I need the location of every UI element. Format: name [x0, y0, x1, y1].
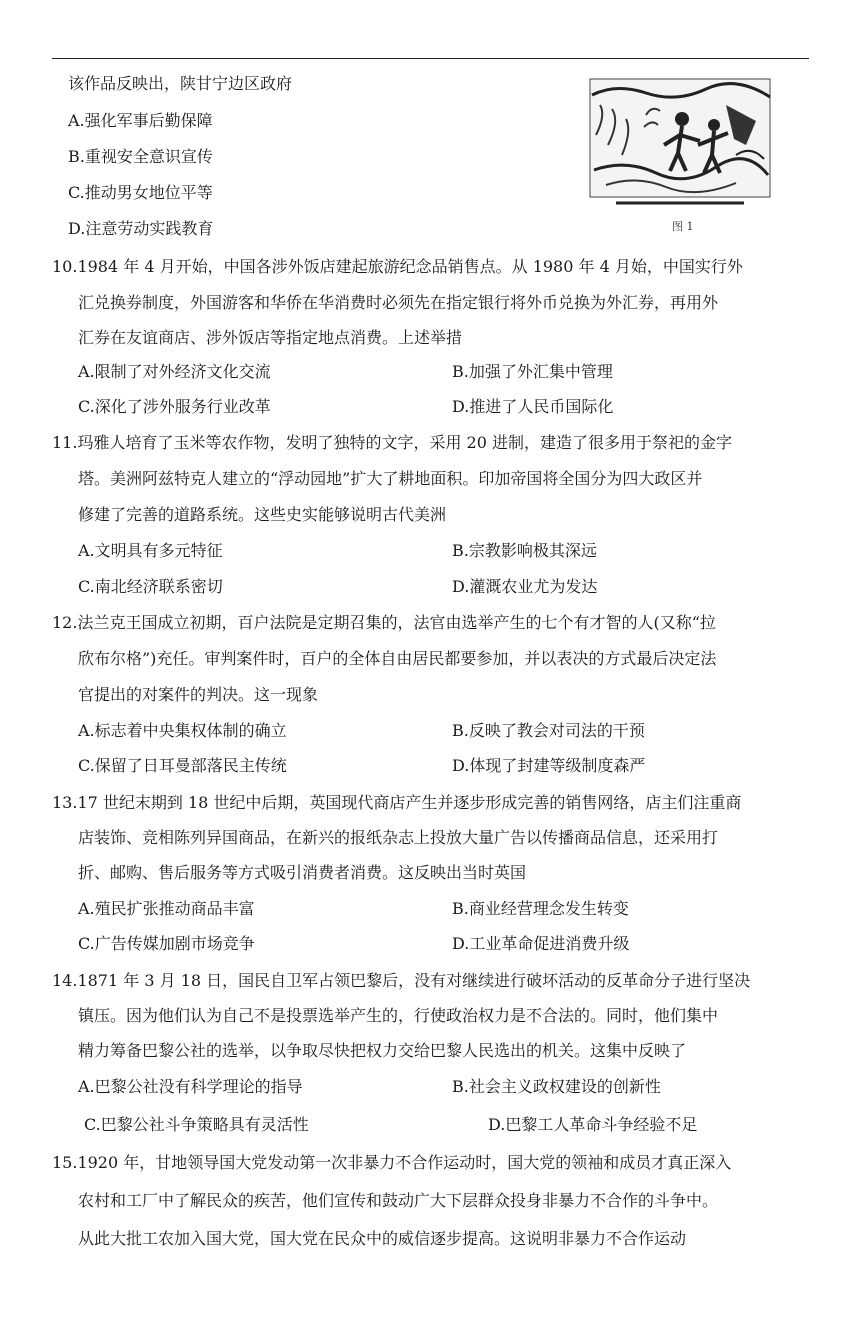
q12-option-d[interactable]: D.体现了封建等级制度森严: [452, 756, 646, 775]
q12-stem-line-3: 官提出的对案件的判决。这一现象: [78, 685, 319, 704]
q11-option-c[interactable]: C.南北经济联系密切: [78, 577, 223, 596]
q15-stem-line-2: 农村和工厂中了解民众的疾苦，他们宣传和鼓动广大下层群众投身非暴力不合作的斗争中。: [78, 1191, 719, 1210]
q10-option-a[interactable]: A.限制了对外经济文化交流: [78, 362, 271, 381]
q9-option-d[interactable]: D.注意劳动实践教育: [68, 219, 214, 238]
q14-stem-line-2: 镇压。因为他们认为自己不是投票选举产生的，行使政治权力是不合法的。同时，他们集中: [78, 1006, 719, 1025]
figure-caption: 图 1: [672, 220, 694, 233]
q13-option-b[interactable]: B.商业经营理念发生转变: [452, 899, 629, 918]
q12-stem-line-2: 欣布尔格”)充任。审判案件时，百户的全体自由居民都要参加，并以表决的方式最后决定法: [78, 649, 717, 668]
q12-option-a[interactable]: A.标志着中央集权体制的确立: [78, 721, 287, 740]
q10-option-d[interactable]: D.推进了人民币国际化: [452, 397, 614, 416]
q11-stem-line-1: 11.玛雅人培育了玉米等农作物，发明了独特的文字，采用 20 进制，建造了很多用于祭祀的金字: [52, 433, 732, 452]
q14-option-a[interactable]: A.巴黎公社没有科学理论的指导: [78, 1077, 303, 1096]
q10-option-b[interactable]: B.加强了外汇集中管理: [452, 362, 613, 381]
q14-stem-line-3: 精力筹备巴黎公社的选举，以争取尽快把权力交给巴黎人民选出的机关。这集中反映了: [78, 1041, 687, 1060]
q12-stem-line-1: 12.法兰克王国成立初期，百户法院是定期召集的，法官由选举产生的七个有才智的人(又称“拉: [52, 613, 716, 632]
q11-option-b[interactable]: B.宗教影响极其深远: [452, 541, 597, 560]
q14-stem-line-1: 14.1871 年 3 月 18 日，国民自卫军占领巴黎后，没有对继续进行破坏活动的反革命分子进行坚决: [52, 971, 751, 990]
q15-stem-line-3: 从此大批工农加入国大党，国大党在民众中的威信逐步提高。这说明非暴力不合作运动: [78, 1229, 687, 1248]
q10-stem-line-1: 10.1984 年 4 月开始，中国各涉外饭店建起旅游纪念品销售点。从 1980 年 4 月始，中国实行外: [52, 257, 743, 276]
q10-option-c[interactable]: C.深化了涉外服务行业改革: [78, 397, 271, 416]
q10-stem-line-3: 汇券在友谊商店、涉外饭店等指定地点消费。上述举措: [78, 328, 463, 347]
q13-stem-line-2: 店装饰、竞相陈列异国商品，在新兴的报纸杂志上投放大量广告以传播商品信息，还采用打: [78, 828, 719, 847]
q15-stem-line-1: 15.1920 年，甘地领导国大党发动第一次非暴力不合作运动时，国大党的领袖和成员才真正深入: [52, 1153, 732, 1172]
q11-option-a[interactable]: A.文明具有多元特征: [78, 541, 223, 560]
q14-option-b[interactable]: B.社会主义政权建设的创新性: [452, 1077, 661, 1096]
q11-stem-line-3: 修建了完善的道路系统。这些史实能够说明古代美洲: [78, 505, 447, 524]
q13-option-c[interactable]: C.广告传媒加剧市场竞争: [78, 934, 255, 953]
woodcut-figure: [586, 75, 776, 235]
q10-stem-line-2: 汇兑换券制度，外国游客和华侨在华消费时必须先在指定银行将外币兑换为外汇券，再用外: [78, 293, 719, 312]
q12-option-b[interactable]: B.反映了教会对司法的干预: [452, 721, 645, 740]
q11-stem-line-2: 塔。美洲阿兹特克人建立的“浮动园地”扩大了耕地面积。印加帝国将全国分为四大政区并: [78, 469, 703, 488]
q14-option-d[interactable]: D.巴黎工人革命斗争经验不足: [488, 1115, 698, 1134]
q9-option-b[interactable]: B.重视安全意识宣传: [68, 147, 213, 166]
q13-stem-line-3: 折、邮购、售后服务等方式吸引消费者消费。这反映出当时英国: [78, 863, 527, 882]
q14-option-c[interactable]: C.巴黎公社斗争策略具有灵活性: [84, 1115, 309, 1134]
q9-option-a[interactable]: A.强化军事后勤保障: [68, 111, 213, 130]
q13-option-d[interactable]: D.工业革命促进消费升级: [452, 934, 630, 953]
woodcut-illustration-icon: [586, 75, 776, 215]
q9-option-c[interactable]: C.推动男女地位平等: [68, 183, 213, 202]
q13-stem-line-1: 13.17 世纪末期到 18 世纪中后期，英国现代商店产生并逐步形成完善的销售网络，店主们注重商: [52, 793, 742, 812]
header-rule: [52, 58, 809, 59]
q13-option-a[interactable]: A.殖民扩张推动商品丰富: [78, 899, 255, 918]
q9-stem: 该作品反映出，陕甘宁边区政府: [68, 74, 293, 93]
q12-option-c[interactable]: C.保留了日耳曼部落民主传统: [78, 756, 287, 775]
q11-option-d[interactable]: D.灌溉农业尤为发达: [452, 577, 598, 596]
